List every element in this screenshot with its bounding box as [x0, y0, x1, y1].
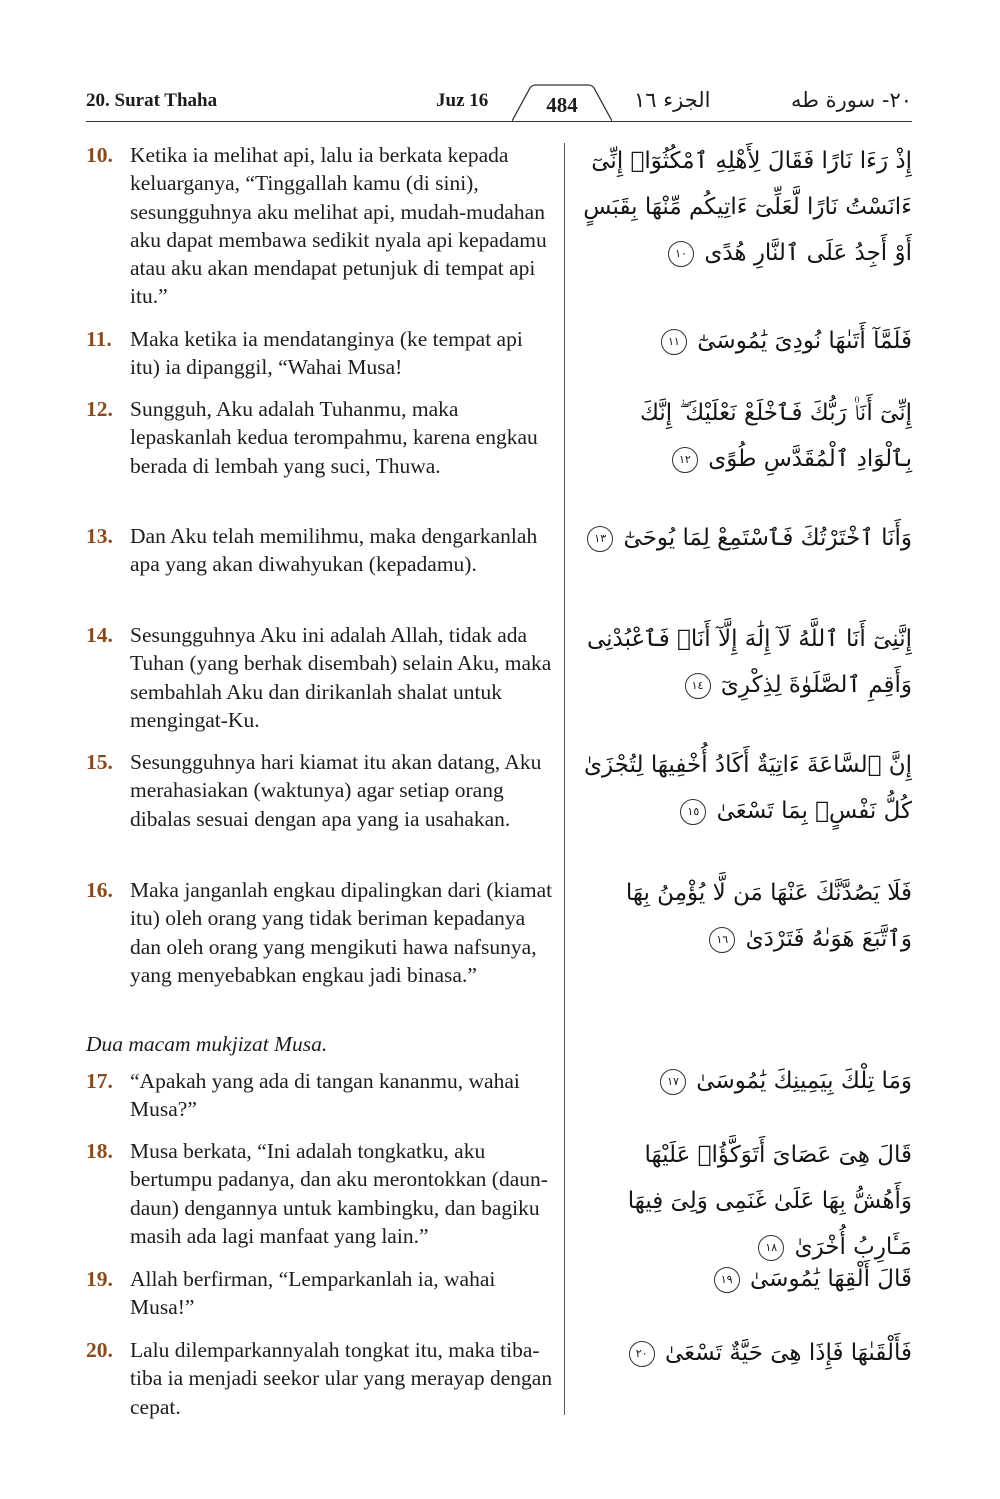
- verse-translation: [86, 395, 558, 480]
- arabic-verse: [582, 1256, 912, 1302]
- verse-translation: [86, 1137, 558, 1250]
- arabic-verse: [582, 318, 912, 364]
- verse-end-marker: ١٢: [672, 447, 698, 473]
- verse-text: Lalu dilemparkannyalah tongkat itu, maka tiba-tiba ia menjadi seekor ular yang merayap dengan cepat.: [130, 1338, 553, 1419]
- column-divider: [564, 143, 565, 1415]
- verse-translation: [86, 1265, 558, 1322]
- verse-text: “Apakah yang ada di tangan kananmu, wahai Musa?”: [130, 1069, 520, 1122]
- verse-translation: [86, 1336, 558, 1421]
- juz-label-arabic: الجزء ١٦: [634, 88, 711, 112]
- verse-number: 11.: [86, 327, 112, 351]
- arabic-verse-text: إِنَّ ٱلسَّاعَةَ ءَاتِيَةٌ أَكَادُ أُخْفِيهَا لِتُجْزَىٰ كُلُّ نَفْسٍۭ بِمَا تَسْعَىٰ: [584, 752, 912, 824]
- verse-text: Ketika ia melihat api, lalu ia berkata kepada keluarganya, “Tinggallah kamu (di sini), sesungguhnya aku melihat api, mudah-mudahan aku dapat membawa sedikit nyala api kepadamu atau aku akan mendapat petunjuk di tempat api itu.”: [130, 143, 547, 309]
- arabic-verse-text: إِنَّنِىٓ أَنَا ٱللَّهُ لَآ إِلَٰهَ إِلَّآ أَنَا۠ فَٱعْبُدْنِى وَأَقِمِ ٱلصَّلَوٰةَ لِذِكْرِىٓ: [586, 626, 912, 698]
- verse-end-marker: ١٦: [709, 927, 735, 953]
- verse-text: Musa berkata, “Ini adalah tongkatku, aku bertumpu padanya, dan aku merontokkan (daun-daun) dengannya untuk kambingku, dan bagiku masih ada lagi manfaat yang lain.”: [130, 1139, 548, 1248]
- page-header: [86, 84, 912, 124]
- arabic-verse: [582, 390, 912, 482]
- verse-end-marker: ١٠: [668, 241, 694, 267]
- verse-translation: [86, 1067, 558, 1124]
- verse-number: 16.: [86, 878, 113, 902]
- verse-text: Allah berfirman, “Lemparkanlah ia, wahai Musa!”: [130, 1267, 496, 1320]
- arabic-verse: [582, 515, 912, 561]
- verse-number: 13.: [86, 524, 113, 548]
- arabic-verse-text: فَلَا يَصُدَّنَّكَ عَنْهَا مَن لَّا يُؤْمِنُ بِهَا وَٱتَّبَعَ هَوَىٰهُ فَتَرْدَىٰ: [625, 880, 912, 952]
- arabic-verse: [582, 1330, 912, 1376]
- verse-end-marker: ٢٠: [629, 1341, 655, 1367]
- verse-number: 17.: [86, 1069, 113, 1093]
- surah-title-arabic: ٢٠- سورة طه: [790, 88, 912, 112]
- verse-end-marker: ١٥: [680, 799, 706, 825]
- verse-end-marker: ١٣: [587, 526, 613, 552]
- verse-end-marker: ١٧: [660, 1069, 686, 1095]
- verse-number: 18.: [86, 1139, 113, 1163]
- verse-end-marker: ١٩: [714, 1267, 740, 1293]
- verse-number: 12.: [86, 397, 113, 421]
- verse-text: Sesungguhnya Aku ini adalah Allah, tidak ada Tuhan (yang berhak disembah) selain Aku, maka sembahlah Aku dan dirikanlah shalat untuk mengingat-Ku.: [130, 623, 552, 732]
- verse-translation: [86, 621, 558, 734]
- verse-text: Sesungguhnya hari kiamat itu akan datang, Aku merahasiakan (waktunya) agar setiap orang dibalas sesuai dengan apa yang ia usahakan.: [130, 750, 542, 831]
- verse-end-marker: ١٤: [685, 673, 711, 699]
- arabic-verse: [582, 870, 912, 962]
- verse-text: Maka janganlah engkau dipalingkan dari (kiamat itu) oleh orang yang tidak beriman kepadanya dan oleh orang yang mengikuti hawa nafsunya, yang menyebabkan engkau jadi binasa.”: [130, 878, 553, 987]
- verse-text: Dan Aku telah memilihmu, maka dengarkanlah apa yang akan diwahyukan (kepadamu).: [130, 524, 538, 577]
- arabic-verse: [582, 616, 912, 708]
- verse-translation: [86, 141, 558, 311]
- verse-translation: [86, 876, 558, 989]
- surah-title-latin: 20. Surat Thaha: [86, 90, 218, 111]
- verse-text: Maka ketika ia mendatanginya (ke tempat api itu) ia dipanggil, “Wahai Musa!: [130, 327, 523, 380]
- arabic-verse-text: إِنِّىٓ أَنَا۠ رَبُّكَ فَٱخْلَعْ نَعْلَيْكَ ۖ إِنَّكَ بِٱلْوَادِ ٱلْمُقَدَّسِ طُوًى: [639, 400, 912, 472]
- arabic-verse-text: إِذْ رَءَا نَارًا فَقَالَ لِأَهْلِهِ ٱمْكُثُوٓا۟ إِنِّىٓ ءَانَسْتُ نَارًا لَّعَلِّىٓ ءَاتِيكُم مِّنْهَا بِقَبَسٍ أَوْ أَجِدُ عَلَى ٱلنَّارِ هُدًى: [583, 148, 912, 266]
- arabic-verse: [582, 1132, 912, 1270]
- arabic-verse-text: فَلَمَّآ أَتَىٰهَا نُودِىَ يَٰمُوسَىٰٓ: [697, 328, 912, 354]
- verse-number: 14.: [86, 623, 113, 647]
- verse-number: 19.: [86, 1267, 113, 1291]
- arabic-verse: [582, 138, 912, 276]
- verse-translation: [86, 325, 558, 382]
- section-heading: Dua macam mukjizat Musa.: [86, 1032, 328, 1056]
- arabic-verse-text: وَمَا تِلْكَ بِيَمِينِكَ يَٰمُوسَىٰ: [696, 1068, 912, 1094]
- verse-number: 10.: [86, 143, 113, 167]
- arabic-verse: [582, 742, 912, 834]
- verse-number: 20.: [86, 1338, 113, 1362]
- arabic-verse: [582, 1058, 912, 1104]
- page-number-tab: [512, 84, 612, 124]
- verse-end-marker: ١٨: [758, 1235, 784, 1261]
- juz-label-latin: Juz 16: [436, 90, 489, 111]
- arabic-verse-text: قَالَ هِىَ عَصَاىَ أَتَوَكَّؤُا۟ عَلَيْهَا وَأَهُشُّ بِهَا عَلَىٰ غَنَمِى وَلِىَ فِيهَا مَـَٔارِبُ أُخْرَىٰ: [627, 1142, 912, 1260]
- verse-text: Sungguh, Aku adalah Tuhanmu, maka lepaskanlah kedua terompahmu, karena engkau berada di lembah yang suci, Thuwa.: [130, 397, 538, 478]
- header-rule: [86, 121, 912, 122]
- verse-number: 15.: [86, 750, 113, 774]
- page-number: 484: [546, 93, 578, 117]
- arabic-verse-text: وَأَنَا ٱخْتَرْتُكَ فَٱسْتَمِعْ لِمَا يُوحَىٰٓ: [623, 525, 912, 551]
- arabic-verse-text: قَالَ أَلْقِهَا يَٰمُوسَىٰ: [750, 1266, 912, 1292]
- verse-translation: [86, 522, 558, 579]
- verse-end-marker: ١١: [661, 329, 687, 355]
- verse-translation: [86, 748, 558, 833]
- arabic-verse-text: فَأَلْقَىٰهَا فَإِذَا هِىَ حَيَّةٌ تَسْعَىٰ: [664, 1340, 912, 1366]
